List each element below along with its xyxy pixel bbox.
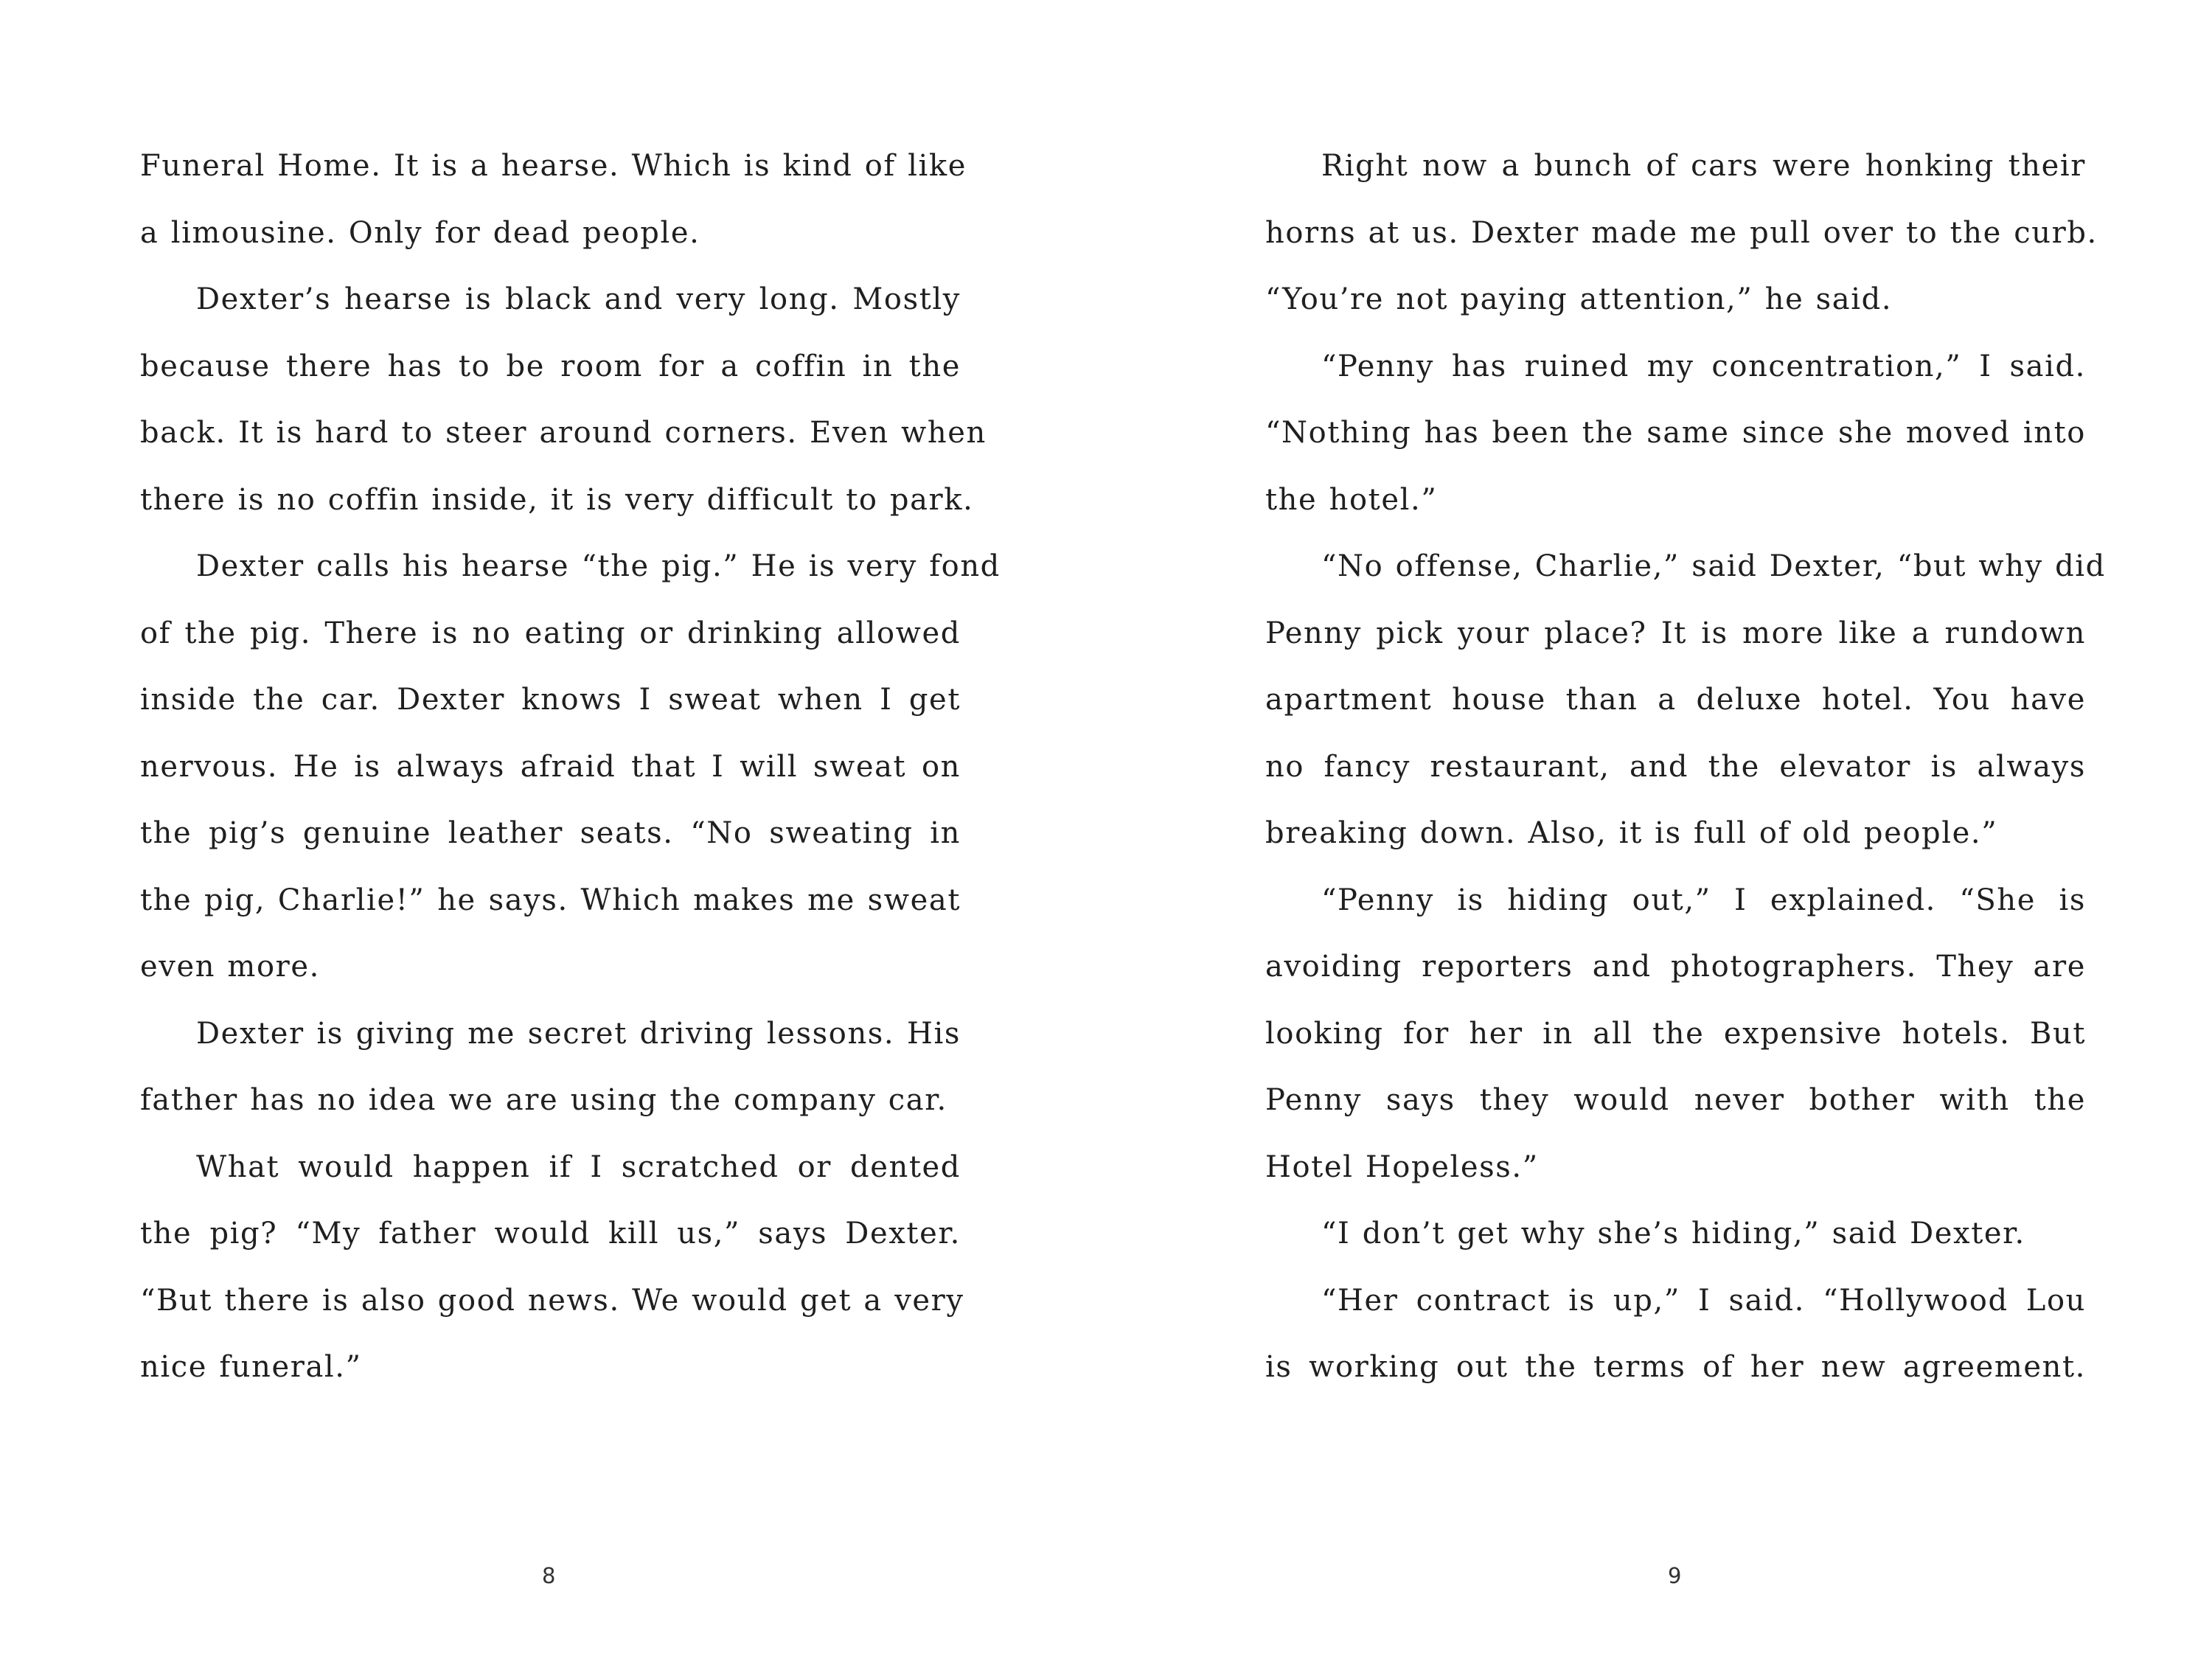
paragraph — [1265, 133, 2098, 333]
paragraph — [140, 1134, 964, 1401]
page-number: 9 — [1668, 1563, 1682, 1588]
text-line: nervous. He is always afraid that I will sweat on — [140, 749, 961, 784]
text-line: “Nothing has been the same since she moved into — [1265, 416, 2086, 450]
text-line: the pig’s genuine leather seats. “No sweating in — [140, 816, 961, 850]
right-page-text — [1265, 133, 2106, 1401]
text-line: horns at us. Dexter made me pull over to the curb. — [1265, 215, 2098, 250]
text-line: “Her contract is up,” I said. “Hollywood Lou — [1321, 1283, 2086, 1318]
text-line: because there has to be room for a coffin in the — [140, 349, 961, 383]
page-number: 8 — [542, 1563, 556, 1588]
text-line: no fancy restaurant, and the elevator is always — [1265, 749, 2086, 784]
text-line: apartment house than a deluxe hotel. You have — [1265, 683, 2086, 717]
text-line: the hotel.” — [1265, 482, 1438, 517]
text-line: Right now a bunch of cars were honking their — [1321, 149, 2086, 183]
text-line: Penny says they would never bother with the — [1265, 1083, 2086, 1117]
paragraph — [1265, 867, 2086, 1201]
paragraph — [1265, 1200, 2086, 1267]
paragraph — [1265, 333, 2086, 534]
text-line: “Penny is hiding out,” I explained. “She is — [1321, 883, 2086, 917]
text-line: Dexter is giving me secret driving lessons. His — [196, 1016, 961, 1051]
text-line: avoiding reporters and photographers. They are — [1265, 950, 2086, 984]
text-line: there is no coffin inside, it is very difficult to park. — [140, 482, 974, 517]
left-page-text — [140, 133, 1001, 1401]
text-line: nice funeral.” — [140, 1350, 362, 1384]
text-line: “I don’t get why she’s hiding,” said Dexter. — [1321, 1217, 2025, 1251]
text-line: looking for her in all the expensive hotels. But — [1265, 1016, 2086, 1051]
paragraph — [140, 533, 1001, 1001]
text-line: Penny pick your place? It is more like a rundown — [1265, 616, 2086, 650]
text-line: breaking down. Also, it is full of old people.” — [1265, 816, 1998, 850]
text-line: a limousine. Only for dead people. — [140, 215, 700, 250]
text-line: is working out the terms of her new agreement. — [1265, 1350, 2086, 1384]
text-line: “But there is also good news. We would get a very — [140, 1283, 964, 1318]
paragraph — [1265, 1267, 2086, 1401]
paragraph — [140, 266, 987, 533]
text-line: Dexter’s hearse is black and very long. Mostly — [196, 282, 961, 316]
text-line: Hotel Hopeless.” — [1265, 1150, 1539, 1184]
text-line: back. It is hard to steer around corners. Even when — [140, 416, 987, 450]
paragraph — [1265, 533, 2106, 867]
paragraph — [140, 1001, 961, 1134]
paragraph — [140, 133, 967, 266]
text-line: even more. — [140, 950, 320, 984]
text-line: of the pig. There is no eating or drinking allowed — [140, 616, 961, 650]
text-line: inside the car. Dexter knows I sweat when I get — [140, 683, 961, 717]
text-line: What would happen if I scratched or dented — [196, 1150, 961, 1184]
text-line: Funeral Home. It is a hearse. Which is kind of like — [140, 149, 967, 183]
text-line: “Penny has ruined my concentration,” I said. — [1321, 349, 2086, 383]
text-line: the pig? “My father would kill us,” says Dexter. — [140, 1217, 961, 1251]
text-line: “You’re not paying attention,” he said. — [1265, 282, 1893, 316]
right-page — [1106, 0, 2212, 1659]
text-line: the pig, Charlie!” he says. Which makes me sweat — [140, 883, 961, 917]
text-line: “No offense, Charlie,” said Dexter, “but why did — [1321, 549, 2106, 583]
text-line: father has no idea we are using the company car. — [140, 1083, 947, 1117]
text-line: Dexter calls his hearse “the pig.” He is very fond — [196, 549, 1001, 583]
